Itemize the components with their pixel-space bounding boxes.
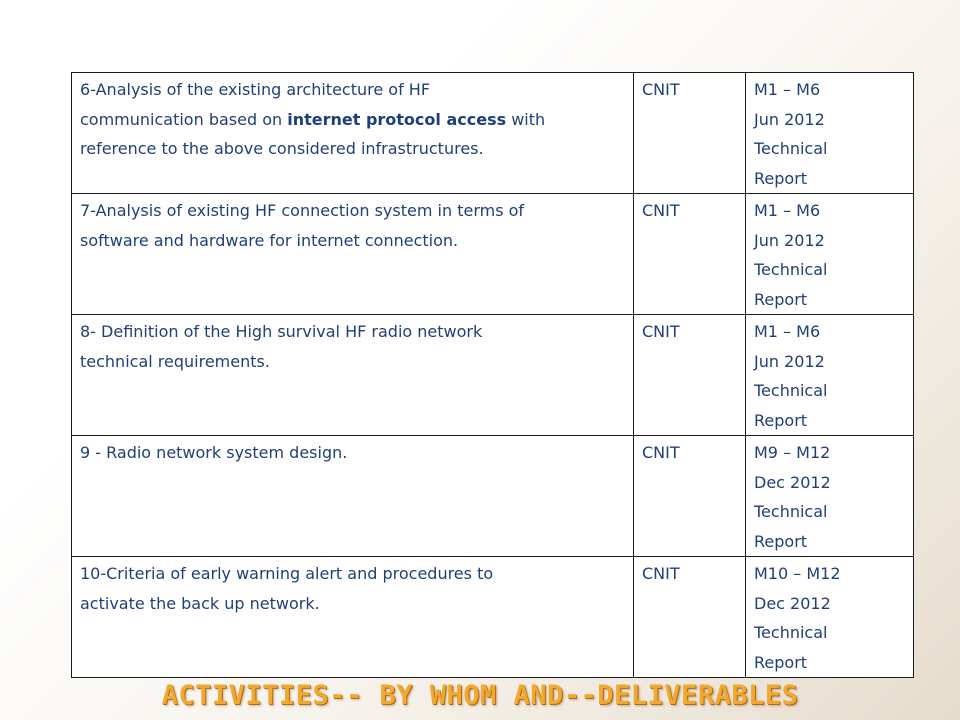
activity-text: 7-Analysis of existing HF connection system in terms of [80,201,525,220]
by-whom-cell: CNIT [634,557,746,678]
activity-line [80,438,627,468]
deliverable-cell [746,73,914,194]
deliverable-line: Jun 2012 [754,351,825,371]
deliverable-line: Dec 2012 [754,593,831,613]
deliverable-line: M9 – M12 [754,443,831,462]
activity-line [80,559,627,589]
activity-cell [72,194,634,315]
table-row [72,436,914,557]
activity-cell [72,436,634,557]
deliverable-line: Technical [754,502,828,521]
activity-line [80,589,627,619]
table-row [72,557,914,678]
activity-line [80,196,627,226]
deliverable-cell [746,194,914,315]
activity-text: 6-Analysis of the existing architecture of HF [80,80,431,99]
by-whom-cell: CNIT [634,194,746,315]
deliverable-line: M1 – M6 [754,201,821,220]
activity-text: software and hardware for internet connection. [80,230,459,250]
activity-line [80,75,627,105]
deliverable-line: Report [754,168,808,188]
by-whom-cell: CNIT [634,73,746,194]
table-row [72,194,914,315]
activity-cell [72,557,634,678]
deliverable-line: Technical [754,139,828,158]
activity-text: 9 - Radio network system design. [80,443,348,462]
table-row [72,73,914,194]
deliverable-line: Jun 2012 [754,109,825,129]
deliverables-table [71,72,914,678]
activity-cell [72,315,634,436]
by-whom-cell: CNIT [634,315,746,436]
deliverable-line: Report [754,531,808,551]
deliverable-line: Technical [754,381,828,400]
activity-text: 10-Criteria of early warning alert and procedures to [80,564,494,583]
activity-text: activate the back up network. [80,593,320,613]
deliverable-line: Report [754,289,808,309]
deliverable-line: Technical [754,623,828,642]
deliverable-line: M1 – M6 [754,322,821,341]
activity-line [80,317,627,347]
by-whom-cell: CNIT [634,436,746,557]
activity-cell [72,73,634,194]
activity-text: with [506,109,546,129]
deliverable-line: Technical [754,260,828,279]
deliverable-line: M10 – M12 [754,564,841,583]
activity-line [80,347,627,377]
table-body [72,73,914,678]
deliverable-line: Report [754,652,808,672]
deliverable-cell [746,315,914,436]
activity-text: reference to the above considered infrastructures. [80,139,484,158]
slide-title: ACTIVITIES-- BY WHOM AND--DELIVERABLES [161,680,799,711]
activity-line [80,105,627,135]
activity-text: communication based on [80,109,288,129]
deliverable-cell [746,557,914,678]
deliverable-line: M1 – M6 [754,80,821,99]
deliverable-cell [746,436,914,557]
deliverable-line: Jun 2012 [754,230,825,250]
table-row [72,315,914,436]
activity-line [80,226,627,256]
deliverable-line: Dec 2012 [754,472,831,492]
deliverable-line: Report [754,410,808,430]
activity-text-bold: internet protocol access [287,109,507,129]
activity-text: 8- Definition of the High survival HF radio network [80,322,483,341]
activity-line [80,134,627,164]
activity-text: technical requirements. [80,351,270,371]
